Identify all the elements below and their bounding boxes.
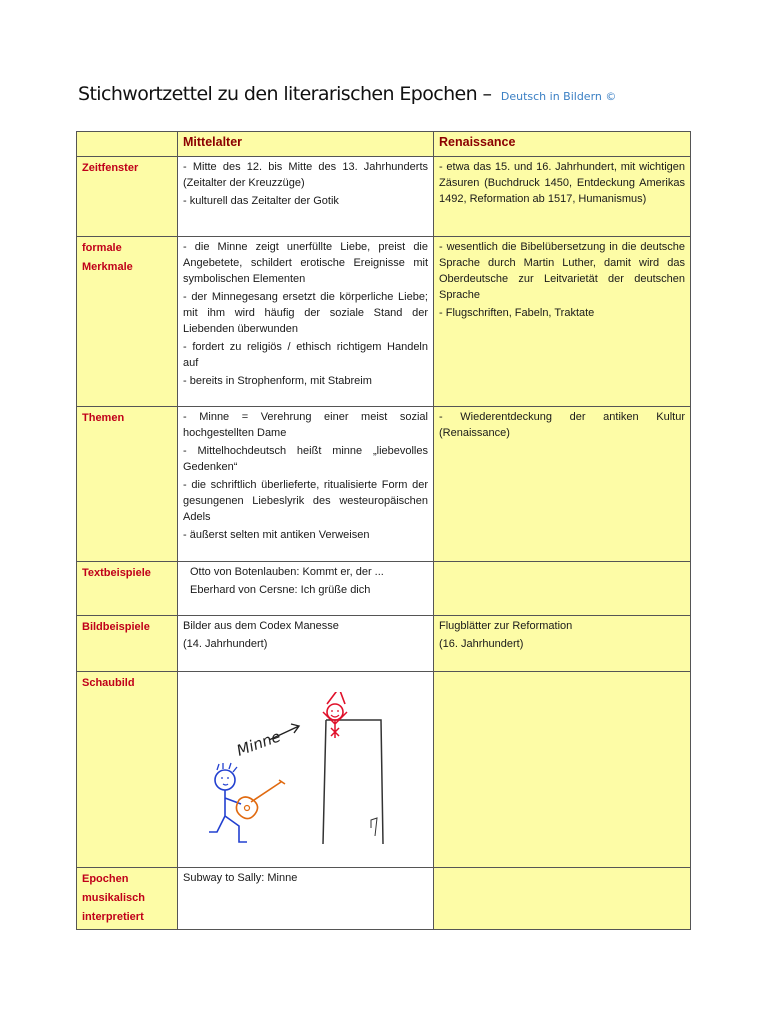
cell-line: - äußerst selten mit antiken Verweisen [183,529,370,541]
row-bildbeispiele [77,616,691,672]
cell-renaissance [434,672,691,868]
cell-line: (16. Jahrhundert) [439,638,524,650]
cell-renaissance [434,407,691,562]
cell-line: - der Minnegesang ersetzt die körperliche Liebe; mit ihm wird häufig der soziale Stand der Liebenden überwunden [183,291,428,335]
header-empty-cell [77,132,178,157]
cell-mittelalter [178,157,434,237]
cell-mittelalter [178,616,434,672]
cell-line: - bereits in Strophenform, mit Stabreim [183,375,372,387]
minne-sketch [195,692,395,852]
row-label: formale Merkmale [77,237,178,407]
cell-line: Eberhard von Cersne: Ich grüße dich [190,584,371,596]
row-musik [77,868,691,930]
row-zeitfenster [77,157,691,237]
epochs-table [76,131,691,930]
row-textbeispiele [77,562,691,616]
cell-line: Bilder aus dem Codex Manesse [183,620,339,632]
row-schaubild [77,672,691,868]
header-mittelalter: Mittelalter [178,132,434,157]
cell-line: - Wiederentdeckung der antiken Kultur (Renaissance) [439,411,685,439]
cell-mittelalter [178,562,434,616]
cell-line: - kulturell das Zeitalter der Gotik [183,195,339,207]
cell-line: - Mitte des 12. bis Mitte des 13. Jahrhunderts (Zeitalter der Kreuzzüge) [183,161,428,189]
header-renaissance: Renaissance [434,132,691,157]
title-subtitle: Deutsch in Bildern © [500,90,617,103]
cell-mittelalter [178,407,434,562]
cell-mittelalter [178,868,434,930]
cell-renaissance [434,868,691,930]
row-label: Zeitfenster [77,157,178,237]
cell-line: - die schriftlich überlieferte, ritualisierte Form der gesungenen Liebeslyrik des westeuropäischen Adels [183,479,428,523]
cell-mittelalter [178,237,434,407]
cell-renaissance [434,237,691,407]
sketch-label: Minne [234,727,283,760]
cell-renaissance [434,562,691,616]
cell-line: Otto von Botenlauben: Kommt er, der ... [190,566,384,578]
cell-sketch [178,672,434,868]
cell-line: - wesentlich die Bibelübersetzung in die deutsche Sprache durch Martin Luther, damit wird das Oberdeutsche zur Leitvarietät der deutschen Sprache [439,241,685,301]
cell-line: - die Minne zeigt unerfüllte Liebe, preist die Angebetete, schildert erotische Ereignisse mit symbolischen Elementen [183,241,428,285]
cell-line: - Flugschriften, Fabeln, Traktate [439,307,595,319]
table-header-row [77,132,691,157]
title-text: Stichwortzettel zu den literarischen Epochen – [78,83,492,105]
document-title [78,83,616,105]
row-label: Schaubild [77,672,178,868]
cell-line: Flugblätter zur Reformation [439,620,573,632]
cell-line: - etwa das 15. und 16. Jahrhundert, mit wichtigen Zäsuren (Buchdruck 1450, Entdeckung Amerikas 1492, Reformation ab 1517, Humanismus) [439,161,685,205]
row-formale-merkmale [77,237,691,407]
cell-line: - Minne = Verehrung einer meist sozial hochgestellten Dame [183,411,428,439]
row-themen [77,407,691,562]
row-label: Themen [77,407,178,562]
cell-line: (14. Jahrhundert) [183,638,268,650]
cell-renaissance [434,616,691,672]
cell-line: - fordert zu religiös / ethisch richtigem Handeln auf [183,341,428,369]
cell-renaissance [434,157,691,237]
row-label: Epochen musikalisch interpretiert [77,868,178,930]
cell-line: - Mittelhochdeutsch heißt minne „liebevolles Gedenken“ [183,445,428,473]
cell-line: Subway to Sally: Minne [183,872,298,884]
row-label: Bildbeispiele [77,616,178,672]
row-label: Textbeispiele [77,562,178,616]
